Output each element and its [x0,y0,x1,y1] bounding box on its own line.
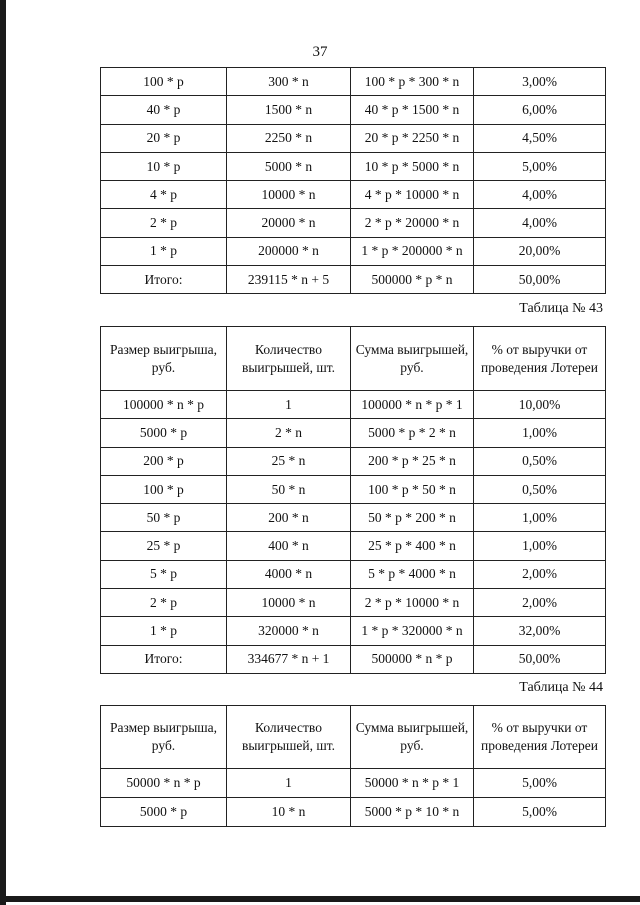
cell-prize-sum: 2 * p * 10000 * n [351,589,474,617]
cell-prize-count: 239115 * n + 5 [227,266,351,294]
cell-revenue-percent: 5,00% [474,769,606,798]
table-row [101,209,606,237]
table-row [101,266,606,294]
cell-prize-count: 2250 * n [227,124,351,152]
cell-prize-sum: 5000 * p * 2 * n [351,419,474,447]
cell-revenue-percent: 5,00% [474,152,606,180]
cell-revenue-percent: 4,50% [474,124,606,152]
page-number: 37 [312,44,328,60]
header-row [101,327,606,391]
cell-prize-sum: 40 * p * 1500 * n [351,96,474,124]
cell-revenue-percent: 2,00% [474,589,606,617]
cell-revenue-percent: 4,00% [474,209,606,237]
table-row [101,645,606,673]
cell-prize-sum: 100 * p * 50 * n [351,475,474,503]
cell-revenue-percent: 5,00% [474,798,606,827]
cell-prize-size: 4 * p [101,181,227,209]
cell-prize-count: 25 * n [227,447,351,475]
table-row [101,617,606,645]
cell-revenue-percent: 2,00% [474,560,606,588]
cell-prize-count: 200000 * n [227,237,351,265]
cell-revenue-percent: 50,00% [474,266,606,294]
table-row [101,152,606,180]
cell-prize-count: 320000 * n [227,617,351,645]
cell-prize-size: 1 * p [101,237,227,265]
cell-prize-sum: 1 * p * 200000 * n [351,237,474,265]
table-row [101,589,606,617]
cell-prize-size: 5000 * p [101,419,227,447]
cell-prize-sum: 200 * p * 25 * n [351,447,474,475]
prize-table-continued [100,67,606,294]
header-revenue-percent: % от выручки от проведения Лотереи [474,706,606,769]
header-prize-count: Количество выигрышей, шт. [227,327,351,391]
cell-revenue-percent: 6,00% [474,96,606,124]
cell-prize-size: 2 * p [101,589,227,617]
cell-prize-count: 20000 * n [227,209,351,237]
table-row [101,68,606,96]
table-row [101,96,606,124]
cell-prize-sum: 2 * p * 20000 * n [351,209,474,237]
cell-prize-count: 300 * n [227,68,351,96]
table-header [101,706,606,769]
cell-prize-size: 25 * p [101,532,227,560]
cell-revenue-percent: 10,00% [474,391,606,419]
cell-prize-sum: 50000 * n * p * 1 [351,769,474,798]
cell-prize-sum: 100 * p * 300 * n [351,68,474,96]
table-header [101,327,606,391]
cell-revenue-percent: 4,00% [474,181,606,209]
cell-prize-sum: 50 * p * 200 * n [351,504,474,532]
scan-left-border [0,0,6,905]
cell-revenue-percent: 1,00% [474,532,606,560]
prize-table-43 [100,326,606,674]
cell-prize-count: 4000 * n [227,560,351,588]
table-body [101,68,606,294]
cell-revenue-percent: 1,00% [474,419,606,447]
table-caption-44: Таблица № 44 [519,680,603,695]
cell-prize-count: 1500 * n [227,96,351,124]
cell-prize-count: 1 [227,391,351,419]
cell-prize-count: 5000 * n [227,152,351,180]
scan-bottom-border [6,896,640,902]
header-row [101,706,606,769]
cell-prize-sum: 10 * p * 5000 * n [351,152,474,180]
table-row [101,391,606,419]
header-prize-sum: Сумма выигрышей, руб. [351,327,474,391]
cell-prize-count: 10000 * n [227,181,351,209]
cell-prize-size: 50000 * n * p [101,769,227,798]
cell-prize-sum: 5000 * p * 10 * n [351,798,474,827]
cell-prize-size: 5 * p [101,560,227,588]
cell-prize-count: 50 * n [227,475,351,503]
cell-revenue-percent: 0,50% [474,447,606,475]
cell-prize-size: Итого: [101,645,227,673]
cell-prize-sum: 20 * p * 2250 * n [351,124,474,152]
cell-prize-count: 400 * n [227,532,351,560]
header-prize-count: Количество выигрышей, шт. [227,706,351,769]
table-row [101,124,606,152]
cell-revenue-percent: 32,00% [474,617,606,645]
header-prize-size: Размер выигрыша, руб. [101,327,227,391]
cell-prize-count: 2 * n [227,419,351,447]
prize-table-44 [100,705,606,827]
cell-prize-sum: 4 * p * 10000 * n [351,181,474,209]
cell-revenue-percent: 3,00% [474,68,606,96]
cell-prize-size: 100 * p [101,68,227,96]
cell-prize-sum: 500000 * p * n [351,266,474,294]
table-row [101,560,606,588]
cell-prize-sum: 25 * p * 400 * n [351,532,474,560]
cell-prize-size: 200 * p [101,447,227,475]
cell-prize-sum: 100000 * n * p * 1 [351,391,474,419]
cell-revenue-percent: 20,00% [474,237,606,265]
cell-prize-size: 40 * p [101,96,227,124]
cell-prize-sum: 5 * p * 4000 * n [351,560,474,588]
cell-prize-size: Итого: [101,266,227,294]
cell-revenue-percent: 50,00% [474,645,606,673]
cell-prize-size: 100 * p [101,475,227,503]
cell-prize-size: 50 * p [101,504,227,532]
table-row [101,181,606,209]
table-row [101,532,606,560]
cell-prize-size: 5000 * p [101,798,227,827]
header-prize-sum: Сумма выигрышей, руб. [351,706,474,769]
cell-revenue-percent: 1,00% [474,504,606,532]
cell-prize-count: 10 * n [227,798,351,827]
table-row [101,237,606,265]
table-body [101,769,606,827]
cell-prize-size: 1 * p [101,617,227,645]
header-revenue-percent: % от выручки от проведения Лотереи [474,327,606,391]
cell-prize-count: 200 * n [227,504,351,532]
table-row [101,769,606,798]
table-row [101,504,606,532]
cell-revenue-percent: 0,50% [474,475,606,503]
table-body [101,391,606,674]
table-row [101,798,606,827]
table-row [101,447,606,475]
table-caption-43: Таблица № 43 [519,301,603,316]
cell-prize-count: 1 [227,769,351,798]
header-prize-size: Размер выигрыша, руб. [101,706,227,769]
cell-prize-size: 100000 * n * p [101,391,227,419]
cell-prize-size: 10 * p [101,152,227,180]
cell-prize-sum: 500000 * n * p [351,645,474,673]
cell-prize-size: 2 * p [101,209,227,237]
cell-prize-size: 20 * p [101,124,227,152]
cell-prize-count: 334677 * n + 1 [227,645,351,673]
cell-prize-count: 10000 * n [227,589,351,617]
table-row [101,419,606,447]
cell-prize-sum: 1 * p * 320000 * n [351,617,474,645]
table-row [101,475,606,503]
